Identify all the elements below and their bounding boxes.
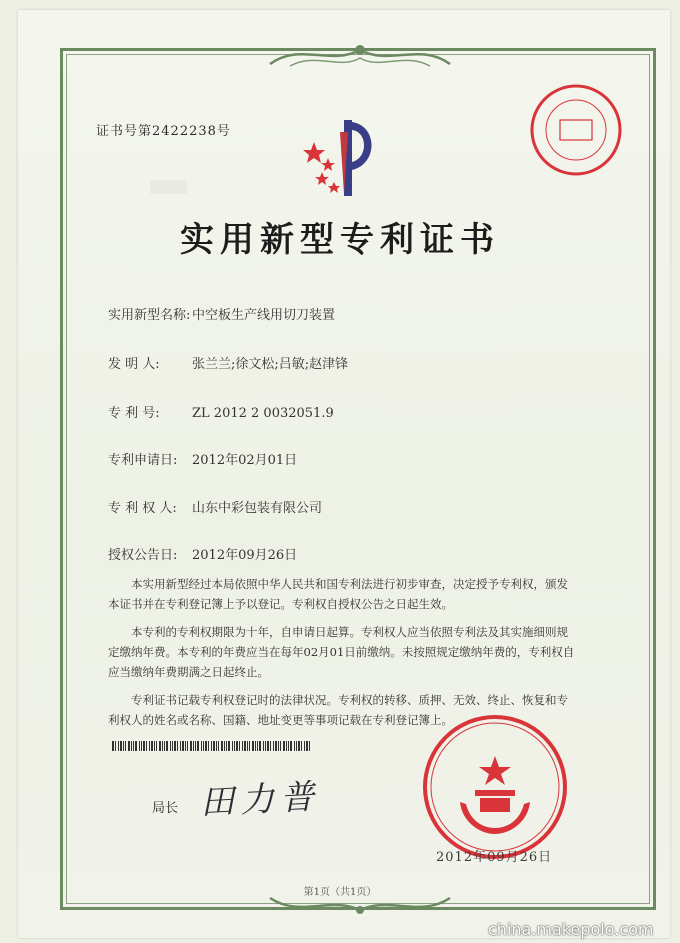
field-label: 专 利 权 人: bbox=[108, 501, 177, 516]
field-value: 山东中彩包装有限公司 bbox=[192, 501, 323, 516]
body-paragraph: 专利证书记载专利权登记时的法律状况。专利权的转移、质押、无效、终止、恢复和专利权人的姓名或名称、国籍、地址变更等事项记载在专利登记簿上。 bbox=[108, 693, 568, 727]
director-signature: 田力普 bbox=[199, 776, 322, 824]
official-seal bbox=[420, 712, 570, 862]
field-grant-date bbox=[108, 544, 297, 563]
document-title: 实用新型专利证书 bbox=[180, 220, 500, 260]
body-paragraph: 本专利的专利权期限为十年，自申请日起算。专利权人应当依照专利法及其实施细则规定缴纳年费。本专利的年费应当在每年02月01日前缴纳。未按照规定缴纳年费的，专利权自应当缴纳年费期满之日起终止。 bbox=[108, 625, 575, 679]
patent-office-logo bbox=[300, 112, 380, 202]
body-paragraph: 本实用新型经过本局依照中华人民共和国专利法进行初步审查，决定授予专利权，颁发本证书并在专利登记簿上予以登记。专利权自授权公告之日起生效。 bbox=[108, 577, 568, 611]
agency-seal bbox=[528, 82, 624, 178]
page-number: 第1页（共1页） bbox=[303, 887, 377, 898]
field-patentee bbox=[108, 497, 322, 516]
field-inventors bbox=[108, 353, 348, 372]
field-value: 2012年02月01日 bbox=[192, 453, 298, 468]
field-application-date bbox=[108, 449, 297, 468]
top-ornament bbox=[260, 36, 460, 76]
issue-date: 2012年09月26日 bbox=[436, 850, 553, 865]
field-label: 专 利 号: bbox=[108, 406, 160, 421]
field-value: 2012年09月26日 bbox=[192, 548, 298, 563]
site-watermark: china.makepolo.com bbox=[488, 920, 654, 939]
field-label: 发 明 人: bbox=[108, 357, 160, 372]
field-value: 中空板生产线用切刀装置 bbox=[192, 308, 336, 323]
field-value: ZL 2012 2 0032051.9 bbox=[192, 406, 334, 421]
barcode bbox=[112, 741, 312, 751]
field-utility-model-name bbox=[108, 304, 335, 323]
field-label: 授权公告日: bbox=[108, 548, 178, 563]
background-pattern: ▒▒▒▒ bbox=[150, 180, 187, 194]
certificate-number: 证书号第2422238号 bbox=[96, 124, 231, 139]
field-label: 实用新型名称: bbox=[108, 308, 191, 323]
field-label: 专利申请日: bbox=[108, 453, 178, 468]
field-patent-number bbox=[108, 402, 334, 421]
director-label: 局长 bbox=[152, 801, 179, 816]
field-value: 张兰兰;徐文松;吕敏;赵津锋 bbox=[192, 357, 349, 372]
